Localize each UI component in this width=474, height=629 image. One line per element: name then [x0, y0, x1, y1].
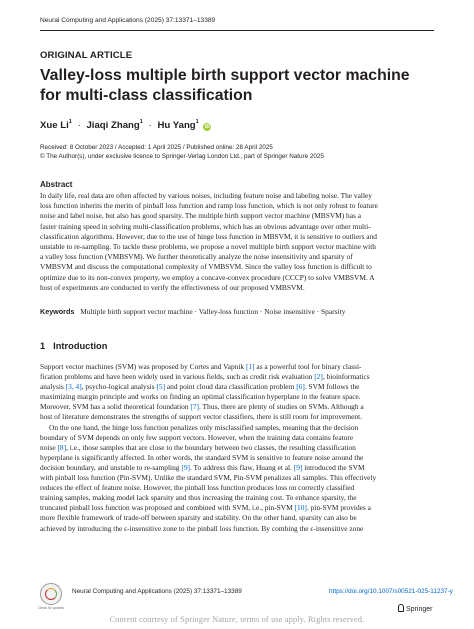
text-run: and point cloud data classification problem	[165, 382, 297, 392]
citation-link[interactable]: [3, 4]	[65, 382, 82, 392]
footer-journal: Neural Computing and Applications (2025) 37:13371–13389	[72, 588, 242, 595]
paragraph-line	[40, 493, 434, 503]
paragraph-line	[40, 503, 434, 513]
author-affiliation-marker: 1	[68, 119, 72, 125]
running-head: Neural Computing and Applications (2025) 37:13371–13389	[40, 17, 216, 24]
author-name[interactable]: Jiaqi Zhang	[86, 120, 140, 131]
text-run: with pinball loss function (Pin-SVM). Unlike the standard SVM, Pin-SVM penalizes all samples. This effectively	[40, 473, 377, 483]
abstract-line: unstable to re-sampling. To tackle these problems, we propose a novel multiple birth support vector machine with	[40, 242, 376, 252]
text-run: reduces the effect of feature noise. However, the pinball loss function produces loss on correctly classified	[40, 483, 355, 493]
check-for-updates-badge[interactable]	[40, 583, 62, 605]
paragraph-line	[40, 402, 434, 412]
citation-link[interactable]: [8]	[57, 442, 67, 452]
keywords-label: Keywords	[40, 307, 75, 316]
citation-link[interactable]: [7]	[190, 402, 199, 412]
abstract-line: optimize due to its non-convex property, we employ a concave-convex procedure (CCCP) to solve VMBSVM. A	[40, 272, 375, 282]
text-run: . pin-SVM provides a	[306, 503, 371, 513]
section-heading	[40, 341, 107, 351]
abstract-line: classification algorithms. However, due to the use of hinge loss function in MBSVM, it is sensitive to outliers and	[40, 231, 377, 241]
author-separator: ·	[77, 120, 81, 131]
author-separator: ·	[148, 120, 152, 131]
author-affiliation-marker: 1	[139, 119, 143, 125]
text-run: , psycho-logical analysis	[81, 382, 157, 392]
text-run: truncated pinball loss function was proposed and combined with SVM, i.e., pin-SVM	[40, 503, 295, 513]
text-run: achieved by introducing the ϵ-insensitive zone to the pinball loss function. By combing the ϵ-insensitive zone	[40, 523, 364, 533]
text-run: decision boundary, and unstable to re-sampling	[40, 462, 182, 472]
section-number: 1	[40, 341, 46, 351]
author-name[interactable]: Xue Li	[40, 120, 69, 131]
paragraph-line	[40, 453, 434, 463]
paragraph-line	[40, 412, 434, 422]
abstract-line: host of experiments are conducted to verify the effectiveness of our proposed VMBSVM.	[40, 282, 305, 292]
paragraph-line	[40, 524, 434, 534]
author-name[interactable]: Hu Yang	[157, 120, 196, 131]
check-for-updates-label: Check for updates	[38, 606, 64, 610]
abstract-body	[40, 191, 434, 293]
citation-link[interactable]: [6]	[296, 382, 305, 392]
title-line: Valley-loss multiple birth support vector machine	[40, 67, 410, 84]
paragraph-line	[40, 392, 434, 402]
check-updates-icon	[45, 588, 57, 600]
orcid-icon[interactable]: iD	[204, 124, 210, 130]
footer-doi-link[interactable]: https://doi.org/10.1007/s00521-025-11237-y	[329, 588, 453, 595]
text-run: . To address this flaw, Huang et al.	[189, 462, 294, 472]
paragraph-line	[40, 483, 434, 493]
text-run: noise	[40, 442, 58, 452]
text-run: Support vector machines (SVM) was proposed by Cortes and Vapnik	[40, 362, 246, 371]
paragraph-line	[40, 372, 434, 382]
abstract-line: noise and label noise, but also has good sparsity. The multiple birth support vector machine (MBSVM) has a	[40, 211, 362, 221]
article-title	[40, 66, 440, 106]
section-title: Introduction	[53, 341, 108, 351]
citation-link[interactable]: [5]	[156, 382, 166, 392]
header-rule	[40, 30, 434, 31]
citation-link[interactable]: [9]	[293, 462, 303, 472]
paragraph-line	[40, 473, 434, 483]
text-run: Moreover, SVM has a solid theoretical foundation	[40, 402, 191, 412]
abstract-line: loss function inherits the merits of pinball loss function and ramp loss function, which is not only robust to feature	[40, 201, 378, 211]
text-run: introduced the SVM	[302, 462, 365, 472]
text-run: , bioinformatics	[322, 372, 370, 382]
text-run: host of literature demonstrates the strengths of support vector classifiers, there is still room for improvement.	[40, 412, 363, 422]
text-run: fication problems and have been widely used in various fields, such as credit risk evaluation	[40, 372, 315, 382]
abstract-line: In daily life, real data are often affected by various noises, including feature noise and labeling noise. The valley	[40, 191, 372, 200]
citation-link[interactable]: [1]	[245, 362, 255, 371]
text-run: , i.e., those samples that are close to the boundary between two classes, the resulting classification	[66, 442, 356, 452]
footer-publisher	[398, 604, 432, 613]
copyright-line: © The Author(s), under exclusive licence to Springer-Verlag London Ltd., part of Springer Nature 2025	[40, 153, 324, 160]
text-run: maximizing margin principle and works on finding an optimal classification hyperplane in the feature space.	[40, 392, 361, 402]
text-run: as a powerful tool for binary classi-	[254, 362, 362, 371]
paragraph-line	[40, 443, 434, 453]
publisher-name: Springer	[406, 606, 433, 613]
author-affiliation-marker: 1	[195, 119, 199, 125]
abstract-line: a valley loss function (VMBSVM). We further theoretically analyze the noise insensitivity and sparsity of	[40, 252, 353, 262]
springer-horse-icon	[398, 604, 404, 612]
introduction-body	[40, 362, 434, 534]
article-type: ORIGINAL ARTICLE	[40, 50, 133, 61]
paragraph-line	[40, 463, 434, 473]
keywords	[40, 307, 345, 316]
author-list	[40, 120, 211, 131]
paragraph-line	[40, 433, 434, 443]
paragraph-line	[40, 382, 434, 392]
paragraph-line	[40, 423, 434, 433]
text-run: training samples, making model lack sparsity and thus increasing the training cost. To enhance sparsity, the	[40, 493, 357, 503]
text-run: boundary of SVM depends on only few support vectors. However, when the training data contains feature	[40, 432, 354, 442]
text-run: On the one hand, the hinge loss function penalizes only misclassified samples, meaning that the decision	[49, 422, 359, 432]
citation-link[interactable]: [10]	[294, 503, 307, 513]
citation-link[interactable]: [2]	[314, 372, 323, 382]
keywords-text: Multiple birth support vector machine · Valley-loss function · Noise insensitive · Sparsity	[80, 307, 346, 316]
courtesy-notice: Content courtesy of Springer Nature, terms of use apply. Rights reserved.	[109, 615, 365, 624]
text-run: analysis	[40, 382, 66, 392]
text-run: . SVM follows the	[304, 382, 360, 392]
paragraph-line	[40, 362, 434, 372]
publication-dates	[40, 143, 324, 161]
text-run: more flexible framework of trade-off between sparsity and stability. On the other hand, sparsity can also be	[40, 513, 357, 523]
abstract-line: VMBSVM and discuss the computational complexity of VMBSVM. Since the valley loss function is difficult to	[40, 262, 372, 272]
paragraph-line	[40, 513, 434, 523]
dates-line: Received: 8 October 2023 / Accepted: 1 April 2025 / Published online: 28 April 2025	[40, 144, 273, 151]
citation-link[interactable]: [9]	[181, 462, 190, 472]
abstract-line: faster training speed in solving multi-classification problems, which has an obvious advantage over other multi-	[40, 221, 371, 231]
text-run: . Thus, there are plenty of studies on SVMs. Although a	[198, 402, 364, 412]
abstract-heading: Abstract	[40, 180, 73, 189]
text-run: hyperplane is significantly affected. In other words, the standard SVM is sensitive to feature noise around the	[40, 452, 364, 462]
title-line: for multi-class classification	[40, 87, 253, 104]
